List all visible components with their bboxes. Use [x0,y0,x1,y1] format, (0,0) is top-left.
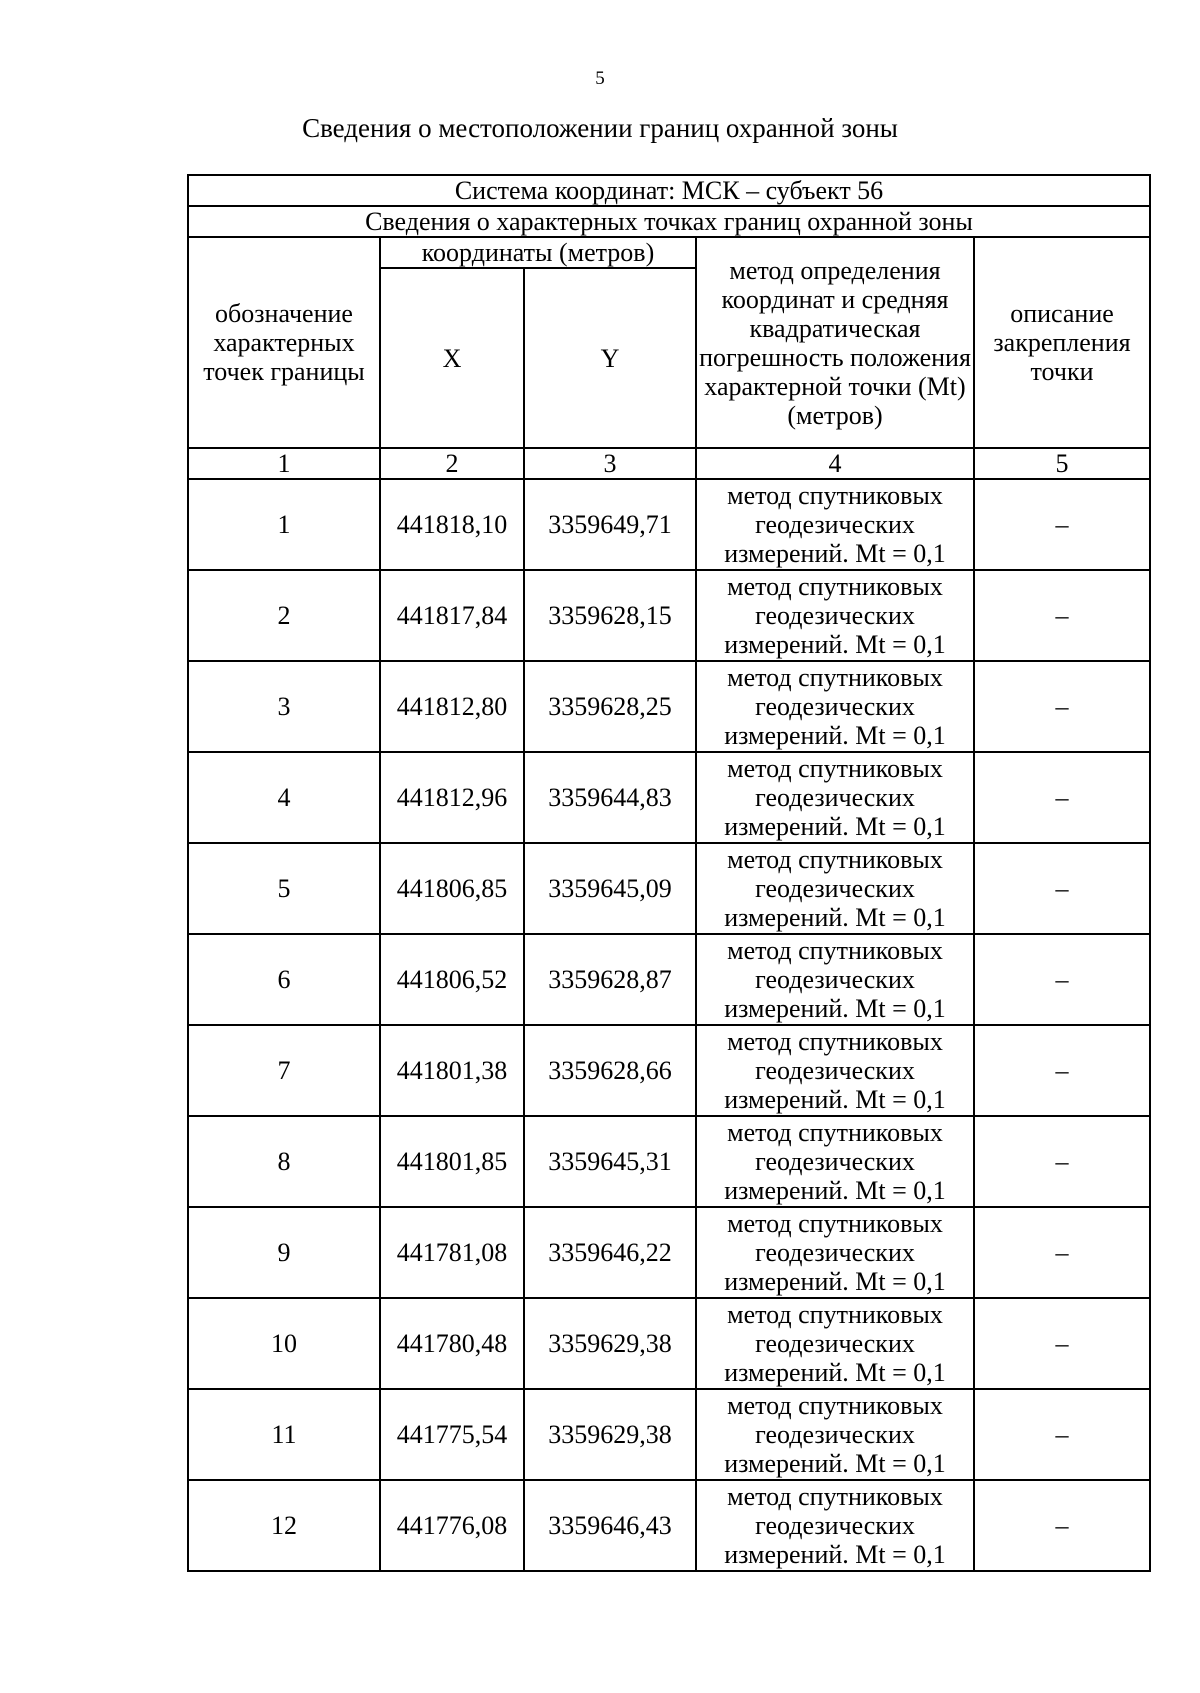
col-header-x: X [380,268,524,448]
column-number: 1 [188,448,380,479]
table-row [188,479,1150,570]
method-cell: метод спутниковых геодезических измерений. Mt = 0,1 [696,752,974,843]
table-row [188,934,1150,1025]
table-row [188,1389,1150,1480]
x-coordinate-cell: 441812,80 [380,661,524,752]
column-number: 5 [974,448,1150,479]
table-row [188,1116,1150,1207]
column-number: 3 [524,448,696,479]
method-cell: метод спутниковых геодезических измерений. Mt = 0,1 [696,934,974,1025]
fixation-cell: – [974,570,1150,661]
point-number-cell: 2 [188,570,380,661]
table-row [188,1025,1150,1116]
method-cell: метод спутниковых геодезических измерений. Mt = 0,1 [696,1298,974,1389]
fixation-cell: – [974,843,1150,934]
point-number-cell: 1 [188,479,380,570]
y-coordinate-cell: 3359646,43 [524,1480,696,1571]
fixation-cell: – [974,752,1150,843]
table-row [188,752,1150,843]
point-number-cell: 5 [188,843,380,934]
x-coordinate-cell: 441818,10 [380,479,524,570]
fixation-cell: – [974,1116,1150,1207]
table-row [188,1480,1150,1571]
point-number-cell: 11 [188,1389,380,1480]
method-cell: метод спутниковых геодезических измерений. Mt = 0,1 [696,1389,974,1480]
method-cell: метод спутниковых геодезических измерений. Mt = 0,1 [696,1480,974,1571]
method-cell: метод спутниковых геодезических измерений. Mt = 0,1 [696,843,974,934]
document-title: Сведения о местоположении границ охранной зоны [302,113,898,143]
point-number-cell: 10 [188,1298,380,1389]
method-cell: метод спутниковых геодезических измерений. Mt = 0,1 [696,570,974,661]
y-coordinate-cell: 3359649,71 [524,479,696,570]
x-coordinate-cell: 441812,96 [380,752,524,843]
point-number-cell: 12 [188,1480,380,1571]
page-number: 5 [595,68,605,89]
fixation-cell: – [974,1025,1150,1116]
fixation-cell: – [974,934,1150,1025]
x-coordinate-cell: 441781,08 [380,1207,524,1298]
y-coordinate-cell: 3359628,15 [524,570,696,661]
fixation-cell: – [974,661,1150,752]
coordinates-table [187,174,1151,1572]
fixation-cell: – [974,479,1150,570]
method-cell: метод спутниковых геодезических измерений. Mt = 0,1 [696,1025,974,1116]
x-coordinate-cell: 441806,52 [380,934,524,1025]
table-row [188,1298,1150,1389]
table-row [188,661,1150,752]
y-coordinate-cell: 3359645,31 [524,1116,696,1207]
col-header-method: метод определения координат и средняя квадратическая погрешность положения характерной точки (Mt) (метров) [696,237,974,448]
fixation-cell: – [974,1389,1150,1480]
x-coordinate-cell: 441801,85 [380,1116,524,1207]
method-cell: метод спутниковых геодезических измерений. Mt = 0,1 [696,1116,974,1207]
column-number-row [188,448,1150,479]
point-number-cell: 6 [188,934,380,1025]
y-coordinate-cell: 3359645,09 [524,843,696,934]
x-coordinate-cell: 441780,48 [380,1298,524,1389]
y-coordinate-cell: 3359629,38 [524,1298,696,1389]
y-coordinate-cell: 3359646,22 [524,1207,696,1298]
point-number-cell: 3 [188,661,380,752]
fixation-cell: – [974,1480,1150,1571]
x-coordinate-cell: 441806,85 [380,843,524,934]
coordinate-system-header: Система координат: МСК – субъект 56 [188,175,1150,206]
point-number-cell: 9 [188,1207,380,1298]
y-coordinate-cell: 3359629,38 [524,1389,696,1480]
col-header-y: Y [524,268,696,448]
col-header-coordinates: координаты (метров) [380,237,696,268]
fixation-cell: – [974,1298,1150,1389]
y-coordinate-cell: 3359644,83 [524,752,696,843]
x-coordinate-cell: 441817,84 [380,570,524,661]
col-header-fixation: описание закрепления точки [974,237,1150,448]
point-number-cell: 8 [188,1116,380,1207]
x-coordinate-cell: 441775,54 [380,1389,524,1480]
column-number: 4 [696,448,974,479]
y-coordinate-cell: 3359628,25 [524,661,696,752]
y-coordinate-cell: 3359628,66 [524,1025,696,1116]
fixation-cell: – [974,1207,1150,1298]
method-cell: метод спутниковых геодезических измерений. Mt = 0,1 [696,661,974,752]
table-row [188,843,1150,934]
table-row [188,570,1150,661]
point-number-cell: 4 [188,752,380,843]
col-header-point: обозначение характерных точек границы [188,237,380,448]
column-number: 2 [380,448,524,479]
point-number-cell: 7 [188,1025,380,1116]
method-cell: метод спутниковых геодезических измерений. Mt = 0,1 [696,479,974,570]
table-row [188,1207,1150,1298]
method-cell: метод спутниковых геодезических измерений. Mt = 0,1 [696,1207,974,1298]
y-coordinate-cell: 3359628,87 [524,934,696,1025]
x-coordinate-cell: 441801,38 [380,1025,524,1116]
x-coordinate-cell: 441776,08 [380,1480,524,1571]
points-info-header: Сведения о характерных точках границ охранной зоны [188,206,1150,237]
